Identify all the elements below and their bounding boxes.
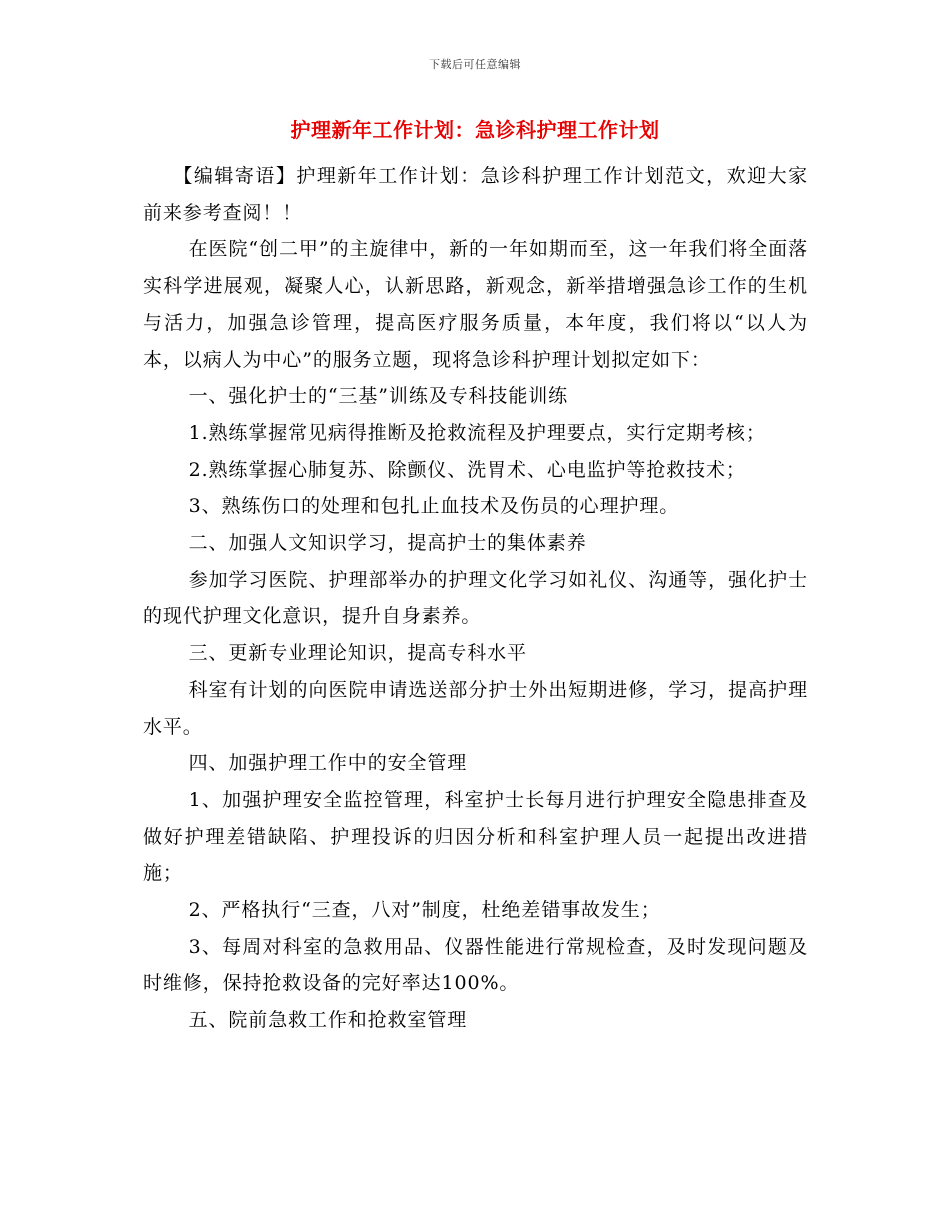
section-heading-1: 一、强化护士的“三基”训练及专科技能训练 (188, 385, 569, 408)
paragraph-section-2: 参加学习医院、护理部举办的护理文化学习如礼仪、沟通等，强化护士的现代护理文化意识，提升自身素养。 (143, 568, 808, 628)
list-item-1-1: 1.熟练掌握常见病得推断及抢救流程及护理要点，实行定期考核； (188, 421, 766, 444)
list-item-1-3: 3、熟练伤口的处理和包扎止血技术及伤员的心理护理。 (188, 495, 680, 518)
paragraph-intro: 在医院“创二甲”的主旋律中，新的一年如期而至，这一年我们将全面落实科学进展观，凝聚人心，认新思路，新观念，新举措增强急诊工作的生机与活力，加强急诊管理，提高医疗服务质量，本年度，我们将以“以人为本，以病人为中心”的服务立题，现将急诊科护理计划拟定如下： (143, 238, 808, 371)
paragraph-section-3: 科室有计划的向医院申请选送部分护士外出短期进修，学习，提高护理水平。 (143, 678, 808, 738)
list-item-1-2: 2.熟练掌握心肺复苏、除颤仪、洗胃术、心电监护等抢救技术； (188, 458, 746, 481)
list-item-4-2: 2、严格执行“三查，八对”制度，杜绝差错事故发生； (188, 899, 661, 922)
list-item-4-3: 3、每周对科室的急救用品、仪器性能进行常规检查，及时发现问题及时维修，保持抢救设备的完好率达100%。 (143, 935, 808, 995)
paragraph-editor-note: 【编辑寄语】护理新年工作计划：急诊科护理工作计划范文，欢迎大家前来参考查阅！！ (143, 165, 808, 224)
header-note: 下载后可任意编辑 (429, 58, 521, 71)
section-heading-4: 四、加强护理工作中的安全管理 (188, 752, 468, 775)
document-title: 护理新年工作计划：急诊科护理工作计划 (290, 118, 660, 142)
document-body (143, 158, 808, 1039)
section-heading-5: 五、院前急救工作和抢救室管理 (188, 1009, 468, 1032)
list-item-4-1: 1、加强护理安全监控管理，科室护士长每月进行护理安全隐患排查及做好护理差错缺陷、护理投诉的归因分析和科室护理人员一起提出改进措施； (143, 788, 808, 885)
section-heading-2: 二、加强人文知识学习，提高护士的集体素养 (188, 532, 587, 555)
section-heading-3: 三、更新专业理论知识，提高专科水平 (188, 642, 527, 665)
